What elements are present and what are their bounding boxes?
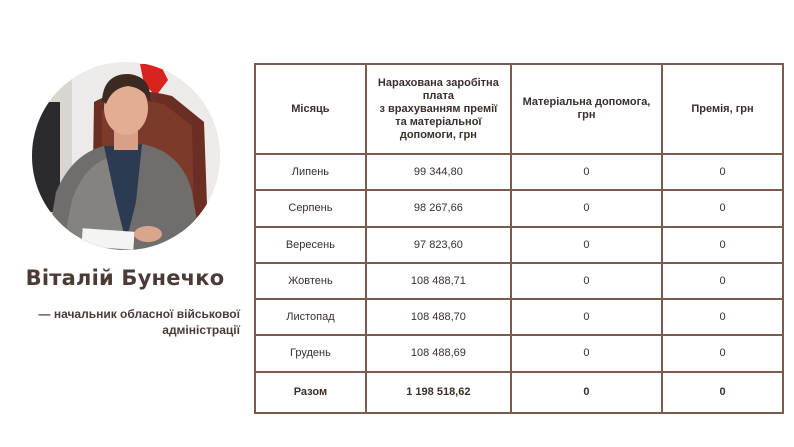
total-aid: 0	[511, 372, 662, 414]
cell-aid: 0	[511, 263, 662, 299]
header-salary-line: та матеріальної	[395, 115, 482, 128]
table-row	[255, 335, 783, 371]
cell-bonus: 0	[662, 335, 783, 371]
profile-card	[0, 0, 250, 447]
cell-bonus: 0	[662, 227, 783, 263]
header-aid-line: грн	[577, 109, 596, 121]
header-salary-line: з врахуванням премії	[379, 102, 498, 115]
cell-aid: 0	[511, 190, 662, 226]
salary-table	[254, 63, 784, 414]
header-month: Місяць	[255, 64, 366, 154]
table-row	[255, 154, 783, 190]
cell-month: Вересень	[255, 227, 366, 263]
cell-salary: 108 488,71	[366, 263, 511, 299]
cell-salary: 108 488,70	[366, 299, 511, 335]
cell-salary: 98 267,66	[366, 190, 511, 226]
cell-month: Листопад	[255, 299, 366, 335]
cell-bonus: 0	[662, 263, 783, 299]
cell-salary: 99 344,80	[366, 154, 511, 190]
table-row	[255, 227, 783, 263]
cell-bonus: 0	[662, 190, 783, 226]
cell-aid: 0	[511, 299, 662, 335]
header-salary-line: Нарахована заробітна	[377, 76, 499, 89]
cell-month: Жовтень	[255, 263, 366, 299]
cell-month: Липень	[255, 154, 366, 190]
cell-bonus: 0	[662, 154, 783, 190]
header-aid-line: Матеріальна допомога,	[522, 96, 651, 108]
total-salary: 1 198 518,62	[366, 372, 511, 414]
header-aid	[511, 64, 662, 154]
person-position-line2: адміністрації	[162, 323, 240, 337]
header-salary-line: допомоги, грн	[399, 128, 477, 141]
table-row	[255, 190, 783, 226]
cell-bonus: 0	[662, 299, 783, 335]
header-salary-line: плата	[422, 89, 454, 102]
cell-aid: 0	[511, 335, 662, 371]
cell-salary: 108 488,69	[366, 335, 511, 371]
total-label: Разом	[255, 372, 366, 414]
cell-month: Серпень	[255, 190, 366, 226]
profile-photo	[32, 62, 220, 250]
header-salary	[366, 64, 511, 154]
header-bonus: Премія, грн	[662, 64, 783, 154]
table-header-row	[255, 64, 783, 154]
total-bonus: 0	[662, 372, 783, 414]
cell-salary: 97 823,60	[366, 227, 511, 263]
table-total-row	[255, 372, 783, 414]
person-position	[10, 306, 240, 338]
table-row	[255, 299, 783, 335]
cell-aid: 0	[511, 154, 662, 190]
cell-month: Грудень	[255, 335, 366, 371]
cell-aid: 0	[511, 227, 662, 263]
person-position-line1: — начальник обласної військової	[38, 307, 240, 321]
person-name: Віталій Бунечко	[25, 266, 225, 290]
portrait-image	[32, 62, 220, 250]
table-row	[255, 263, 783, 299]
